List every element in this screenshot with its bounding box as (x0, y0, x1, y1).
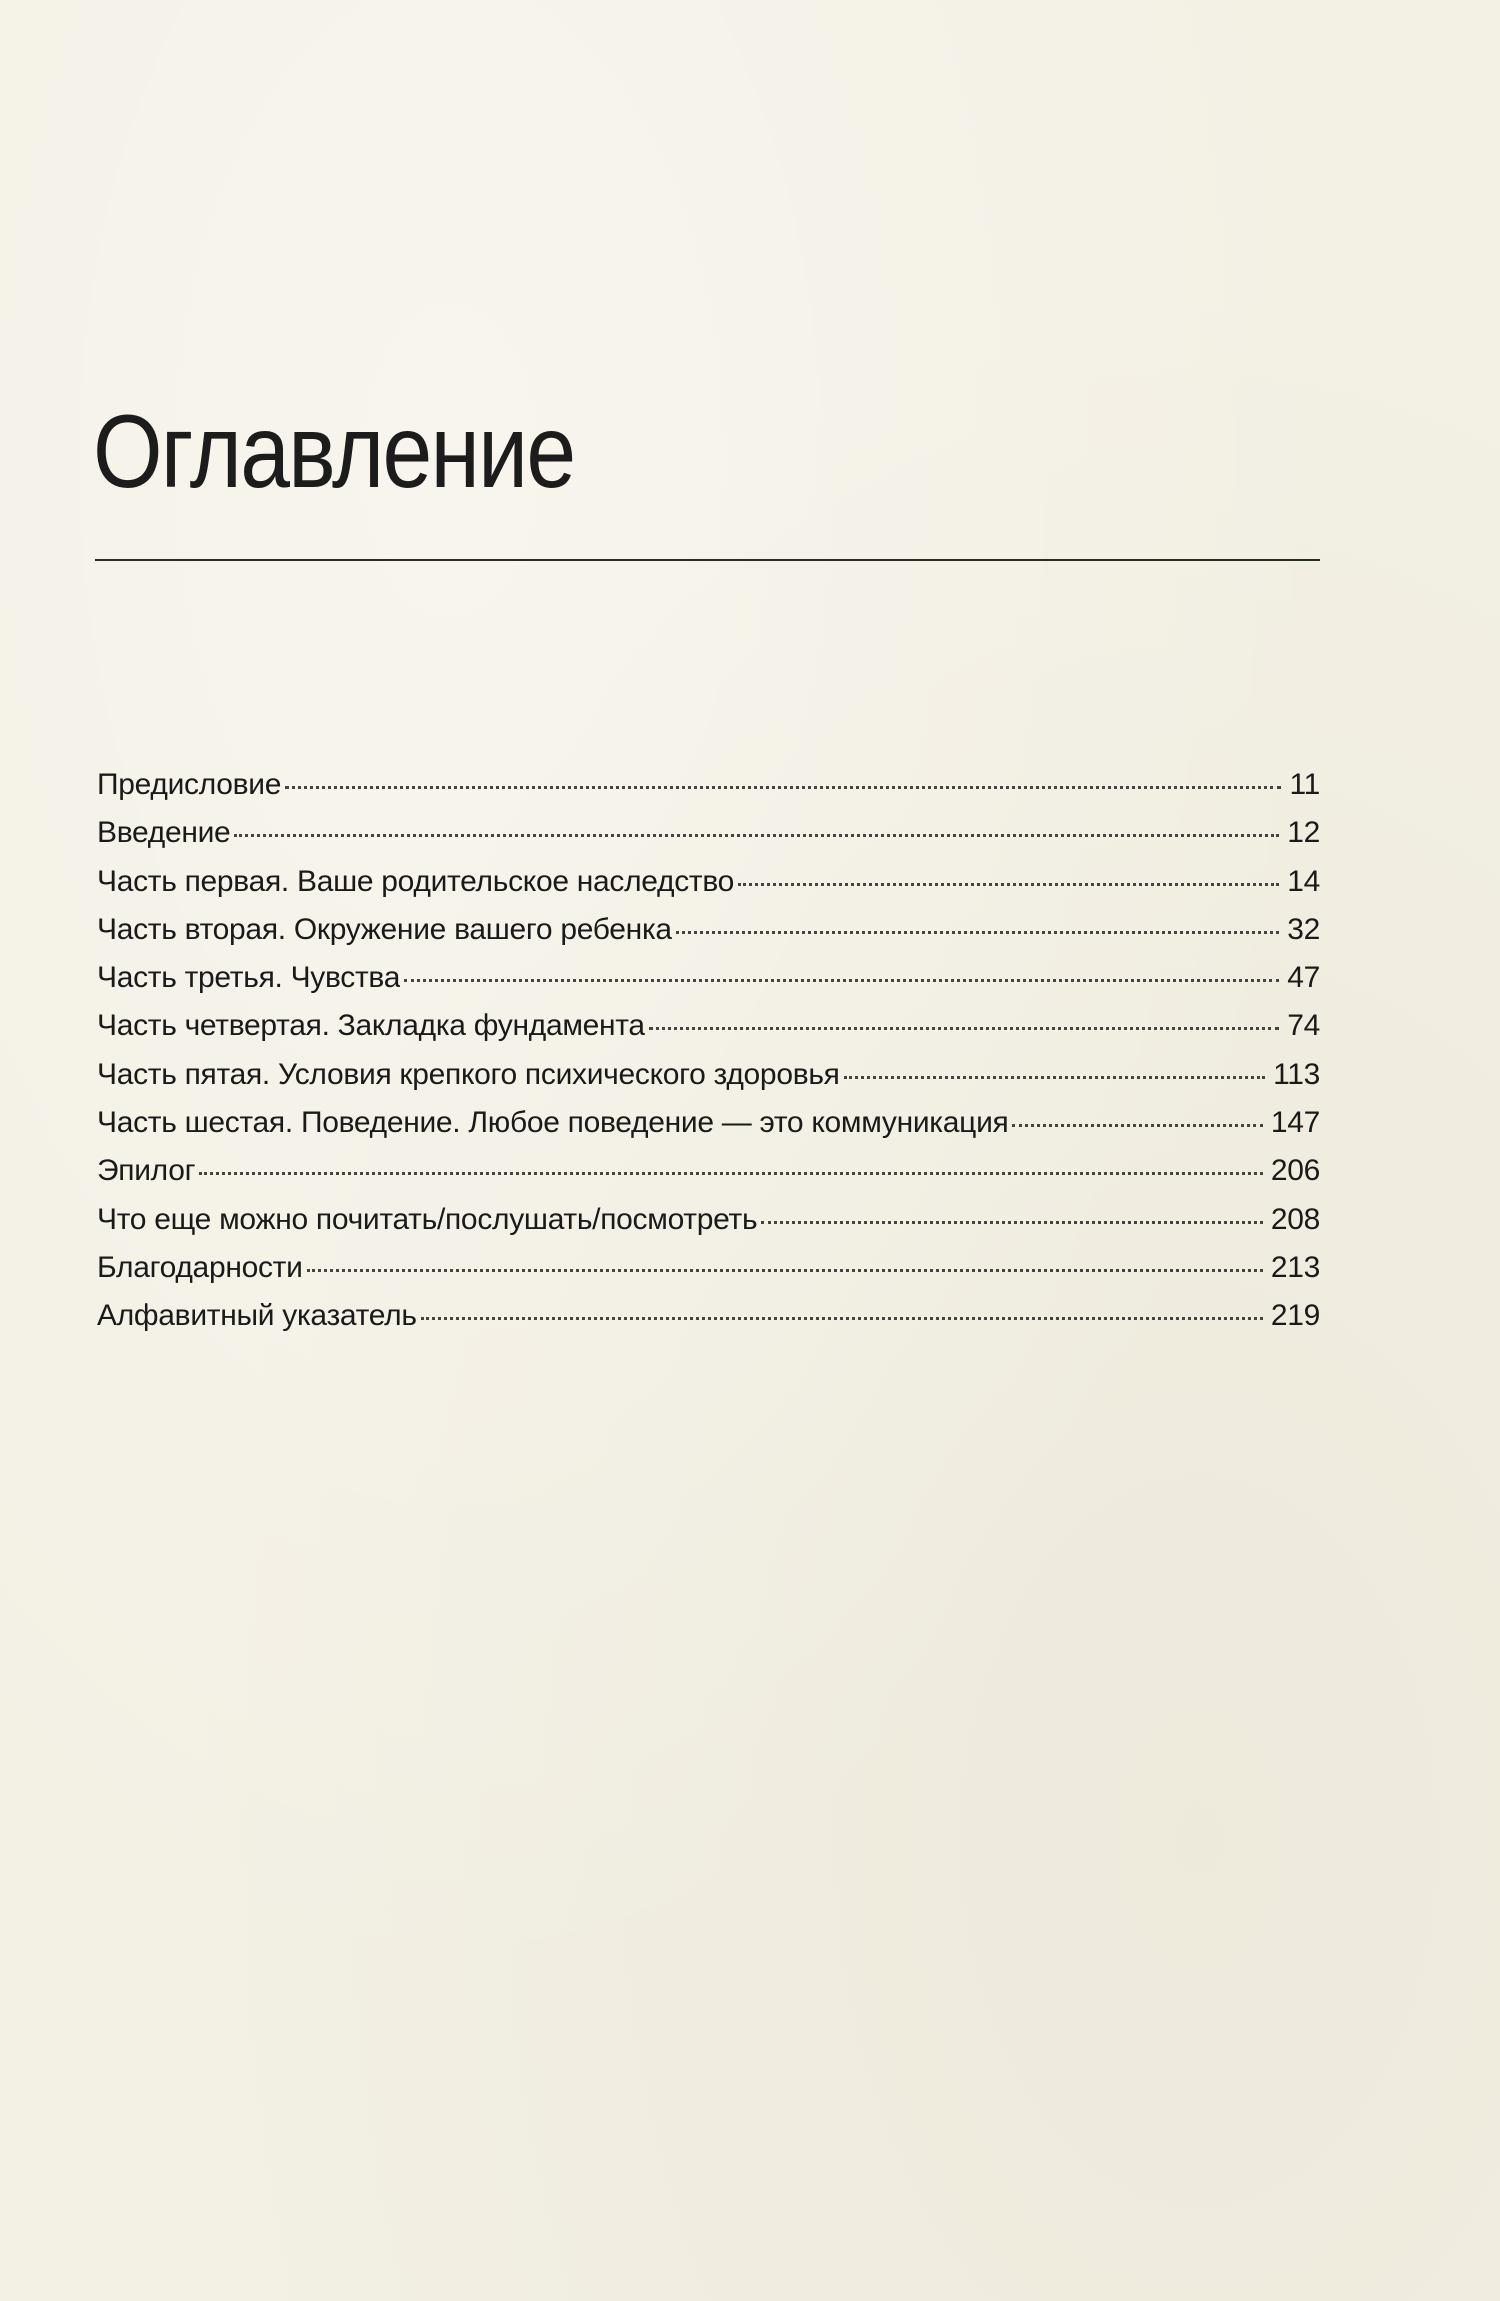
toc-entry (97, 1009, 1320, 1057)
toc-entry (97, 1299, 1320, 1347)
toc-entry-title: Часть пятая. Условия крепкого психического здоровья (97, 1057, 840, 1091)
table-of-contents (97, 768, 1320, 1348)
toc-entry (97, 1154, 1320, 1202)
toc-entry-page: 12 (1287, 816, 1320, 850)
toc-entry (97, 768, 1320, 816)
toc-entry-page: 219 (1270, 1299, 1320, 1333)
toc-entry-page: 206 (1270, 1154, 1320, 1188)
toc-entry (97, 865, 1320, 913)
toc-entry-title: Часть четвертая. Закладка фундамента (97, 1009, 645, 1043)
toc-dot-leader (421, 1317, 1263, 1320)
toc-entry (97, 961, 1320, 1009)
toc-entry (97, 816, 1320, 864)
toc-dot-leader (307, 1269, 1263, 1272)
toc-entry-page: 47 (1287, 961, 1320, 995)
toc-dot-leader (1012, 1124, 1262, 1127)
toc-entry-title: Часть вторая. Окружение вашего ребенка (97, 912, 672, 946)
toc-dot-leader (404, 979, 1279, 982)
toc-entry-title: Часть третья. Чувства (97, 961, 401, 995)
toc-dot-leader (738, 883, 1279, 886)
toc-entry-title: Благодарности (97, 1250, 303, 1284)
toc-entry-page: 147 (1270, 1106, 1320, 1140)
toc-entry-title: Что еще можно почитать/послушать/посмотреть (97, 1202, 758, 1236)
toc-entry-page: 11 (1289, 768, 1320, 801)
toc-dot-leader (649, 1027, 1279, 1030)
toc-entry (97, 913, 1320, 961)
toc-entry (97, 1106, 1320, 1154)
toc-dot-leader (676, 931, 1279, 934)
toc-entry-page: 213 (1270, 1250, 1320, 1284)
toc-entry-page: 74 (1287, 1009, 1320, 1043)
toc-entry-title: Часть первая. Ваше родительское наследство (97, 864, 735, 898)
toc-entry (97, 1203, 1320, 1251)
toc-entry-page: 208 (1270, 1202, 1320, 1236)
toc-entry-title: Предисловие (97, 768, 282, 801)
toc-entry-title: Эпилог (97, 1154, 196, 1188)
toc-dot-leader (285, 786, 1281, 789)
toc-entry-page: 14 (1287, 864, 1320, 898)
toc-entry-title: Часть шестая. Поведение. Любое поведение — это коммуникация (97, 1106, 1009, 1140)
toc-entry-title: Введение (97, 816, 231, 850)
toc-entry-page: 113 (1273, 1057, 1320, 1091)
toc-entry-page: 32 (1287, 912, 1320, 946)
page-title: Оглавление (93, 394, 575, 510)
toc-dot-leader (234, 834, 1279, 837)
toc-entry (97, 1058, 1320, 1106)
toc-entry (97, 1251, 1320, 1299)
toc-dot-leader (199, 1172, 1263, 1175)
toc-dot-leader (844, 1076, 1265, 1079)
title-divider (95, 559, 1320, 561)
toc-dot-leader (761, 1221, 1263, 1224)
toc-entry-title: Алфавитный указатель (97, 1299, 417, 1333)
